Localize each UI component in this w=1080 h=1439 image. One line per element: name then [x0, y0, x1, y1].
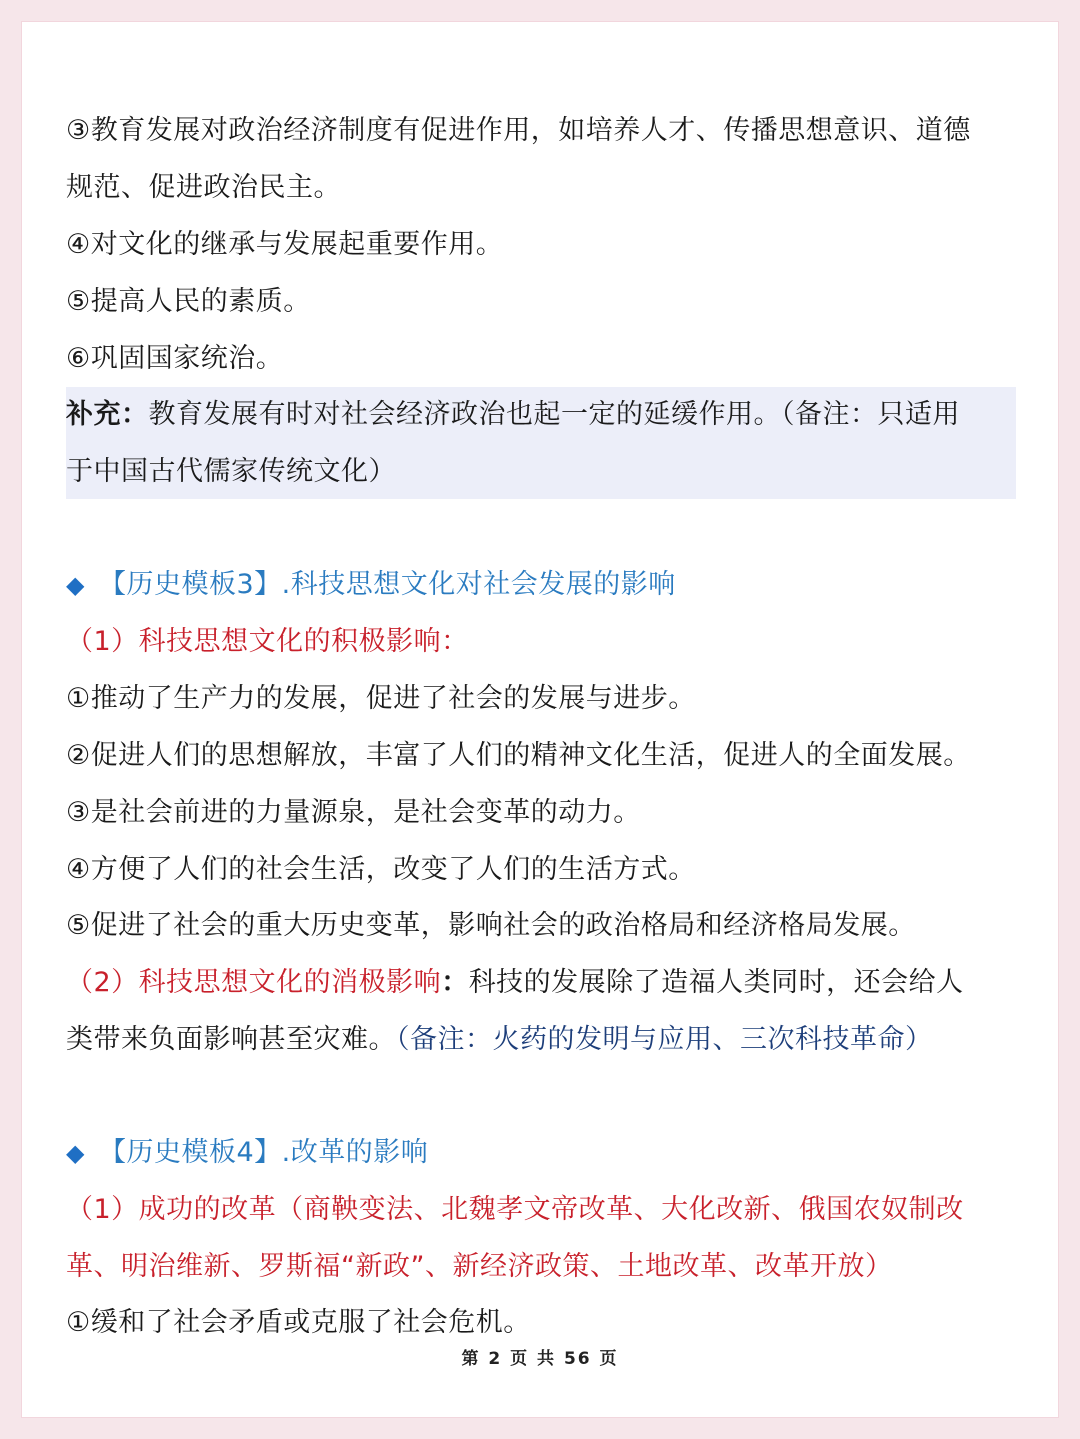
- diamond-icon: ◆: [66, 1139, 85, 1167]
- section-title: 【历史模板4】.改革的影响: [98, 1137, 429, 1168]
- note: （备注：火药的发明与应用、三次科技革命）: [396, 1024, 933, 1055]
- list-item: ④方便了人们的社会生活，改变了人们的生活方式。: [66, 854, 696, 885]
- subheading-cont: 革、明治维新、罗斯福“新政”、新经济政策、土地改革、改革开放）: [66, 1251, 893, 1282]
- text-line: ⑤提高人民的素质。: [66, 286, 311, 317]
- list-item: ①缓和了社会矛盾或克服了社会危机。: [66, 1307, 531, 1338]
- supplement-label: 补充：: [66, 399, 149, 430]
- section-heading-3: [66, 565, 1026, 605]
- negative-impact-line-2: [66, 1020, 1026, 1060]
- list-item: ⑤促进了社会的重大历史变革，影响社会的政治格局和经济格局发展。: [66, 910, 916, 941]
- supplement-line-2: 于中国古代儒家传统文化）: [66, 456, 396, 487]
- subheading: （1）成功的改革（商鞅变法、北魏孝文帝改革、大化改新、俄国农奴制改: [66, 1194, 964, 1225]
- document-page: [22, 22, 1058, 1417]
- diamond-icon: ◆: [66, 571, 85, 599]
- text-line: ④对文化的继承与发展起重要作用。: [66, 229, 504, 260]
- colon: ：: [441, 967, 469, 998]
- supplement-line: [66, 395, 1026, 435]
- list-item: ①推动了生产力的发展，促进了社会的发展与进步。: [66, 683, 696, 714]
- text-line: 规范、促进政治民主。: [66, 172, 341, 203]
- text-line: ③教育发展对政治经济制度有促进作用，如培养人才、传播思想意识、道德: [66, 115, 971, 146]
- subheading-2: （2）科技思想文化的消极影响: [66, 967, 442, 998]
- subheading: （1）科技思想文化的积极影响：: [66, 626, 469, 657]
- section-heading-4: [66, 1133, 1026, 1173]
- list-item: ③是社会前进的力量源泉，是社会变革的动力。: [66, 797, 641, 828]
- list-item: ②促进人们的思想解放，丰富了人们的精神文化生活，促进人的全面发展。: [66, 740, 971, 771]
- section-title: 【历史模板3】.科技思想文化对社会发展的影响: [98, 569, 676, 600]
- page-number: 第 2 页 共 56 页: [461, 1349, 619, 1369]
- text-line: ⑥巩固国家统治。: [66, 343, 284, 374]
- supplement-text: 教育发展有时对社会经济政治也起一定的延缓作用。（备注：只适用: [148, 399, 960, 430]
- negative-text: 科技的发展除了造福人类同时，还会给人: [468, 967, 964, 998]
- negative-impact-line: [66, 963, 1026, 1003]
- negative-text-2: 类带来负面影响甚至灾难。: [66, 1024, 396, 1055]
